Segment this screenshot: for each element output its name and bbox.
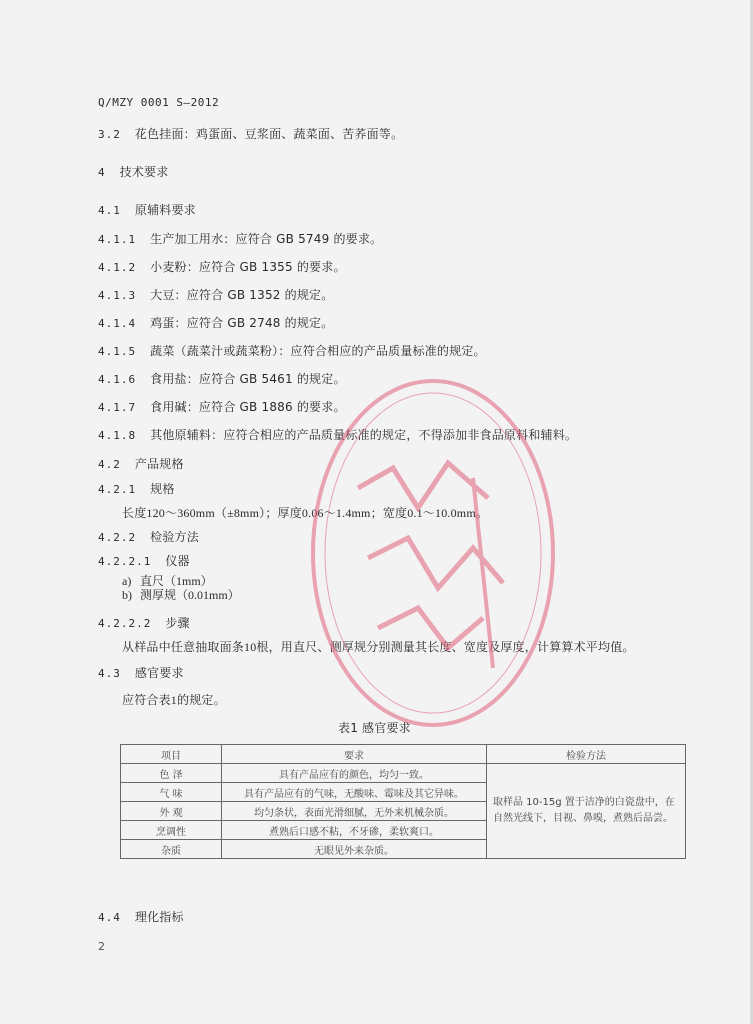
section-number: 4.1.6 <box>98 373 137 386</box>
section-heading: 检验方法 <box>150 530 199 544</box>
section-text: 蔬菜（蔬菜汁或蔬菜粉）：应符合相应的产品质量标准的规定。 <box>150 344 486 358</box>
table-caption: 表1 感官要求 <box>338 721 411 735</box>
section-heading: 原辅料要求 <box>134 203 196 217</box>
table-cell-item: 色 泽 <box>121 764 222 783</box>
section-4-2-2 <box>98 528 199 545</box>
section-4-4 <box>98 908 184 925</box>
section-heading: 理化指标 <box>134 910 184 924</box>
section-4-2-2-2 <box>98 614 190 631</box>
table-cell-item: 杂质 <box>121 840 222 859</box>
section-4-1-2 <box>98 258 346 275</box>
list-marker: b) <box>122 588 132 602</box>
section-number: 4.2.1 <box>98 483 137 496</box>
table-cell-requirement: 均匀条状，表面光滑细腻，无外来机械杂质。 <box>222 802 487 821</box>
section-text: 生产加工用水：应符合 GB 5749 的要求。 <box>150 232 383 246</box>
section-text: 小麦粉：应符合 GB 1355 的要求。 <box>150 260 346 274</box>
section-heading: 仪器 <box>165 554 190 568</box>
section-heading: 产品规格 <box>134 457 184 471</box>
table-header-row <box>121 745 686 764</box>
section-4-1-4 <box>98 314 333 331</box>
section-4-1-3 <box>98 286 333 303</box>
section-4 <box>98 163 168 180</box>
column-header: 要求 <box>222 745 487 764</box>
section-4-1-1 <box>98 230 382 247</box>
section-text: 鸡蛋：应符合 GB 2748 的规定。 <box>150 316 334 330</box>
section-number: 4.2 <box>98 458 121 471</box>
section-text: 食用碱：应符合 GB 1886 的要求。 <box>150 400 346 414</box>
section-3-2 <box>98 125 403 142</box>
section-number: 4.3 <box>98 667 121 680</box>
section-text: 大豆：应符合 GB 1352 的规定。 <box>150 288 334 302</box>
section-number: 4.1.7 <box>98 401 137 414</box>
section-4-2-2-1 <box>98 552 190 569</box>
seal-glyph-stroke <box>358 463 488 508</box>
sensory-table <box>120 744 686 859</box>
table-cell-method: 取样品 10-15g 置于洁净的白瓷盘中，在自然光线下，目视、鼻嗅，煮熟后品尝。 <box>487 764 686 859</box>
list-item-text: 直尺（1mm） <box>140 574 213 588</box>
table-row <box>121 764 686 783</box>
official-seal <box>298 368 568 738</box>
section-4-1-5 <box>98 342 486 359</box>
section-4-3 <box>98 664 184 681</box>
spec-text: 长度120～360mm（±8mm）；厚度0.06～1.4mm；宽度0.1～10.0mm。 <box>122 506 489 520</box>
section-4-2 <box>98 455 184 472</box>
table-cell-item: 气 味 <box>121 783 222 802</box>
list-item <box>122 574 240 588</box>
section-heading: 技术要求 <box>119 165 169 179</box>
page-number: 2 <box>98 940 105 953</box>
table-cell-requirement: 具有产品应有的颜色，均匀一致。 <box>222 764 487 783</box>
section-number: 4.1 <box>98 204 121 217</box>
table-cell-item: 烹调性 <box>121 821 222 840</box>
section-number: 4.2.2.2 <box>98 617 152 630</box>
section-number: 4.1.1 <box>98 233 137 246</box>
table-cell-requirement: 具有产品应有的气味，无酸味、霉味及其它异味。 <box>222 783 487 802</box>
table-cell-requirement: 无眼见外来杂质。 <box>222 840 487 859</box>
section-number: 4.4 <box>98 911 121 924</box>
section-number: 4.1.2 <box>98 261 137 274</box>
instrument-list <box>122 574 240 602</box>
table-cell-item: 外 观 <box>121 802 222 821</box>
seal-glyph-stroke <box>368 538 503 588</box>
section-number: 4.2.2 <box>98 531 137 544</box>
sensory-reference: 应符合表1的规定。 <box>122 693 226 707</box>
section-number: 4.1.3 <box>98 289 137 302</box>
doc-code: Q/MZY 0001 S—2012 <box>98 96 220 109</box>
column-header: 项目 <box>121 745 222 764</box>
section-number: 3.2 <box>98 128 121 141</box>
section-4-1-8 <box>98 426 577 443</box>
section-number: 4.1.5 <box>98 345 137 358</box>
column-header: 检验方法 <box>487 745 686 764</box>
section-4-1 <box>98 201 196 218</box>
section-number: 4.1.4 <box>98 317 137 330</box>
steps-text: 从样品中任意抽取面条10根，用直尺、测厚规分别测量其长度、宽度及厚度，计算算术平均值。 <box>122 640 635 654</box>
table-cell-requirement: 煮熟后口感不粘，不牙碜，柔软爽口。 <box>222 821 487 840</box>
list-marker: a) <box>122 574 132 588</box>
section-4-1-6 <box>98 370 346 387</box>
section-4-1-7 <box>98 398 346 415</box>
section-heading: 规格 <box>150 482 175 496</box>
section-number: 4 <box>98 166 106 179</box>
list-item <box>122 588 240 602</box>
section-text: 其他原辅料：应符合相应的产品质量标准的规定，不得添加非食品原料和辅料。 <box>150 428 578 442</box>
section-heading: 步骤 <box>165 616 190 630</box>
section-number: 4.1.8 <box>98 429 137 442</box>
section-text: 食用盐：应符合 GB 5461 的规定。 <box>150 372 346 386</box>
section-text: 花色挂面：鸡蛋面、豆浆面、蔬菜面、苦荞面等。 <box>134 127 404 141</box>
list-item-text: 测厚规（0.01mm） <box>140 588 240 602</box>
section-heading: 感官要求 <box>134 666 184 680</box>
section-number: 4.2.2.1 <box>98 555 152 568</box>
section-4-2-1 <box>98 480 175 497</box>
